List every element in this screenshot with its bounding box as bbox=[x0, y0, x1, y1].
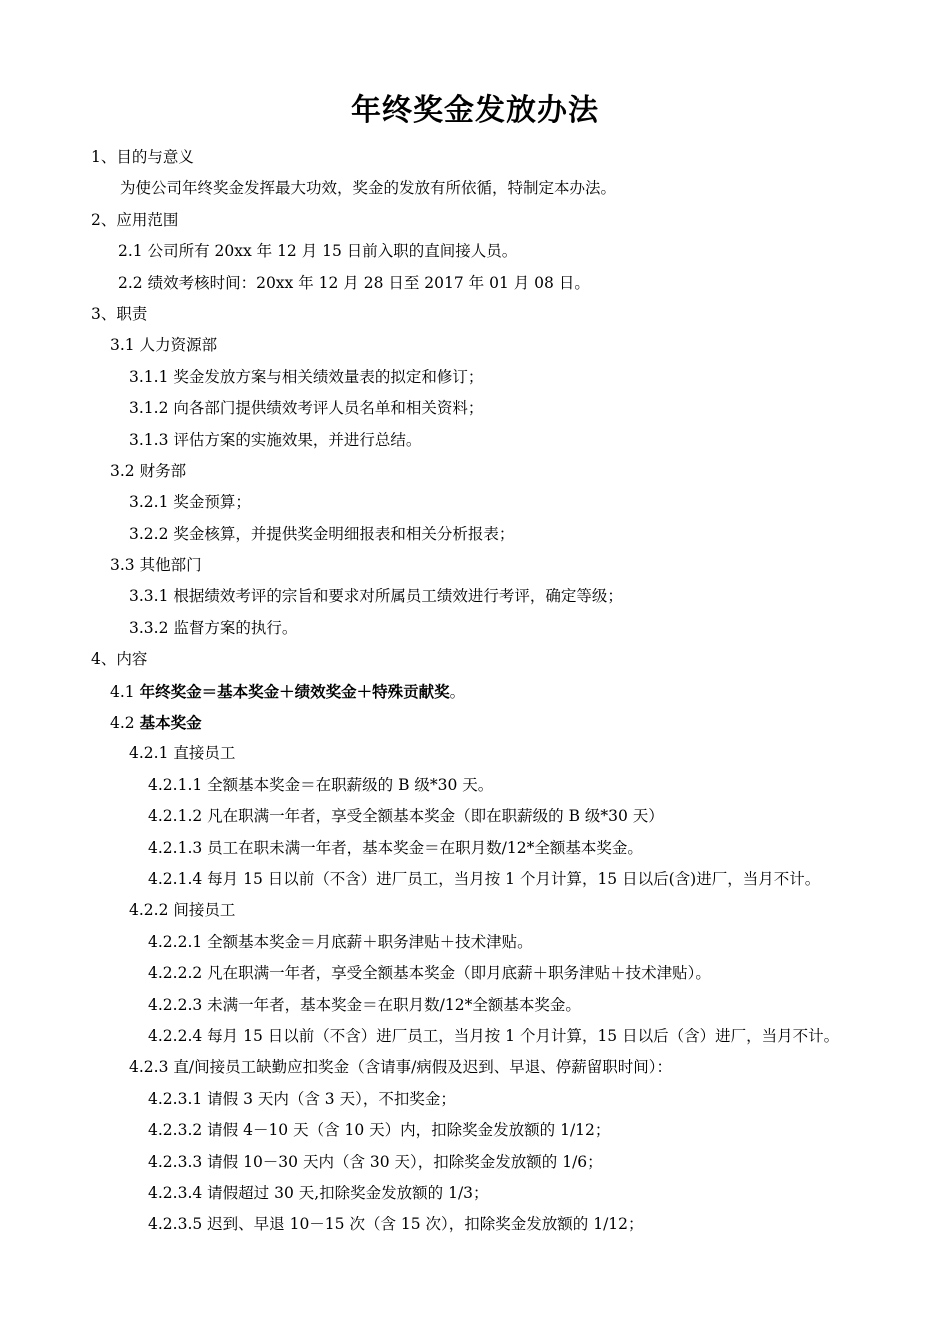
basic-bonus-heading: 基本奖金 bbox=[139, 713, 202, 733]
bonus-formula: 年终奖金＝基本奖金＋绩效奖金＋特殊贡献奖 bbox=[139, 681, 450, 701]
section-4-2-1-1: 4.2.1.1 全额基本奖金＝在职薪级的 B 级*30 天。 bbox=[148, 775, 494, 794]
section-4-2 bbox=[0, 707, 950, 738]
section-3-heading: 3、职责 bbox=[91, 304, 148, 323]
section-4-2-2-4: 4.2.2.4 每月 15 日以前（不含）进厂员工，当月按 1 个月计算，15 日以后（含）进厂，当月不计。 bbox=[148, 1026, 840, 1045]
section-3-3-1: 3.3.1 根据绩效考评的宗旨和要求对所属员工绩效进行考评，确定等级； bbox=[129, 587, 623, 606]
section-3-1-2: 3.1.2 向各部门提供绩效考评人员名单和相关资料； bbox=[129, 399, 484, 418]
section-1-heading: 1、目的与意义 bbox=[91, 148, 194, 166]
section-4-2-3-3: 4.2.3.3 请假 10－30 天内（含 30 天），扣除奖金发放额的 1/6； bbox=[148, 1152, 603, 1171]
document-body bbox=[0, 142, 950, 1241]
section-4-2-1-4: 4.2.1.4 每月 15 日以前（不含）进厂员工，当月按 1 个月计算，15 日以后(含)进厂，当月不计。 bbox=[148, 869, 821, 888]
section-4-2-2-2: 4.2.2.2 凡在职满一年者，享受全额基本奖金（即月底薪＋职务津贴＋技术津贴）。 bbox=[148, 964, 711, 983]
section-4-2-1-heading: 4.2.1 直接员工 bbox=[129, 744, 236, 763]
section-4-2-3-1: 4.2.3.1 请假 3 天内（含 3 天），不扣奖金； bbox=[148, 1089, 456, 1108]
section-4-2-number: 4.2 bbox=[110, 714, 140, 733]
section-2-1: 2.1 公司所有 20xx 年 12 月 15 日前入职的直间接人员。 bbox=[118, 242, 518, 261]
section-3-2-2: 3.2.2 奖金核算，并提供奖金明细报表和相关分析报表； bbox=[129, 524, 515, 543]
section-4-2-3-4: 4.2.3.4 请假超过 30 天,扣除奖金发放额的 1/3； bbox=[148, 1183, 489, 1202]
section-3-1-1: 3.1.1 奖金发放方案与相关绩效量表的拟定和修订； bbox=[129, 367, 484, 386]
section-3-1-heading: 3.1 人力资源部 bbox=[110, 336, 218, 355]
section-1-paragraph: 为使公司年终奖金发挥最大功效，奖金的发放有所依循，特制定本办法。 bbox=[120, 179, 617, 198]
section-4-2-2-1: 4.2.2.1 全额基本奖金＝月底薪＋职务津贴＋技术津贴。 bbox=[148, 932, 533, 951]
section-3-1-3: 3.1.3 评估方案的实施效果，并进行总结。 bbox=[129, 430, 422, 449]
section-4-1-end: 。 bbox=[449, 682, 466, 701]
section-4-2-1-3: 4.2.1.3 员工在职未满一年者，基本奖金＝在职月数/12*全额基本奖金。 bbox=[148, 838, 643, 857]
document-title: 年终奖金发放办法 bbox=[351, 93, 599, 128]
section-3-3-2: 3.3.2 监督方案的执行。 bbox=[129, 618, 298, 637]
section-4-2-1-2: 4.2.1.2 凡在职满一年者，享受全额基本奖金（即在职薪级的 B 级*30 天） bbox=[148, 807, 664, 826]
section-4-2-3-5: 4.2.3.5 迟到、早退 10－15 次（含 15 次），扣除奖金发放额的 1/12； bbox=[148, 1215, 644, 1234]
section-3-3-heading: 3.3 其他部门 bbox=[110, 556, 202, 575]
section-4-1 bbox=[0, 676, 950, 707]
section-2-2: 2.2 绩效考核时间：20xx 年 12 月 28 日至 2017 年 01 月 08 日。 bbox=[118, 273, 590, 292]
section-3-2-1: 3.2.1 奖金预算； bbox=[129, 493, 251, 512]
section-4-heading: 4、内容 bbox=[91, 650, 148, 669]
section-4-2-3-heading: 4.2.3 直/间接员工缺勤应扣奖金（含请事/病假及迟到、早退、停薪留职时间）： bbox=[129, 1058, 673, 1077]
section-2-heading: 2、应用范围 bbox=[91, 210, 179, 229]
section-4-2-2-heading: 4.2.2 间接员工 bbox=[129, 901, 236, 920]
section-4-1-number: 4.1 bbox=[110, 682, 140, 701]
section-3-2-heading: 3.2 财务部 bbox=[110, 461, 187, 480]
section-4-2-3-2: 4.2.3.2 请假 4－10 天（含 10 天）内，扣除奖金发放额的 1/12； bbox=[148, 1121, 611, 1140]
section-4-2-2-3: 4.2.2.3 未满一年者，基本奖金＝在职月数/12*全额基本奖金。 bbox=[148, 995, 581, 1014]
